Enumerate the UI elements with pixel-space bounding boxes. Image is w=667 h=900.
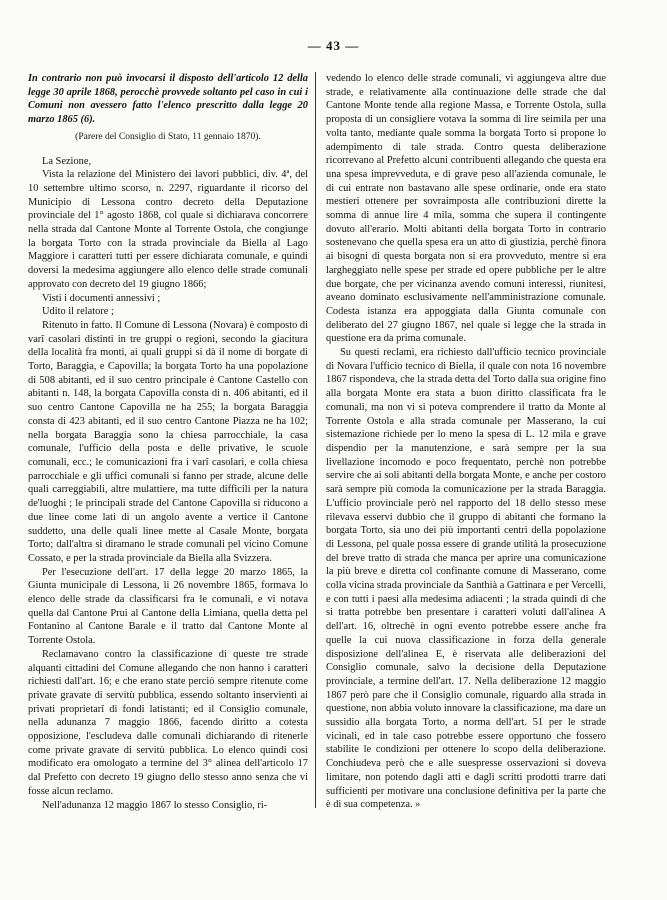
left-column [28, 72, 308, 812]
column-divider [315, 72, 316, 808]
paragraph: Nell'adunanza 12 maggio 1867 lo stesso Consiglio, ri- [42, 799, 268, 811]
page-number: — 43 — [307, 38, 360, 53]
right-column [326, 72, 606, 812]
paragraph: Udito il relatore ; [42, 306, 114, 318]
paragraph: Vista la relazione del Ministero dei lavori pubblici, div. 4ª, del 10 settembre ultimo scorso, n. 2297, riguardante il ricorso del Municipio di Lessona contro decreto della Deputazione provinciale del 1° agosto 1868, col quale si dichiarava concorrere nella strada dal Cantone Monte al Torrente Ostola, che congiunge la borgata Torto con la strada provinciale da Biella al Lago Maggiore i caratteri tutti per essere dichiarata comunale, e quindi doversi la medesima aggiungere allo elenco delle strade comunali approvato con decreto del 19 giugno 1866; [28, 169, 308, 290]
paragraph: Reclamavano contro la classificazione di queste tre strade alquanti cittadini del Comune allegando che non hanno i caratteri richiesti dall'art. 16; e che erano state perciò sempre ritenute come private gravate di servitù pubblica, essendo soltanto inservienti ai privati proprietarî di fondi latistanti; ed il Consiglio comunale, nella adunanza 7 maggio 1866, facendo diritto a cotesta opposizione, l'escludeva dalle comunali dichiarando di ritenerle come private gravate di servitù pubblica. Lo elenco quindi così modificato era omologato a termine del 3° alinea dell'articolo 17 dal Prefetto con decreto 19 giugno dello stesso anno senza che vi fosse alcun reclamo. [28, 648, 308, 797]
massima: In contrario non può invocarsi il disposto dell'articolo 12 della legge 30 aprile 1868, perocchè provvede soltanto pel caso in cui i Comuni non avessero fatto l'elenco prescritto dalla legge 20 marzo 1865 (6). [28, 73, 308, 126]
paragraph: Visti i documenti annessivi ; [42, 292, 161, 304]
source-citation: (Parere del Consiglio di Stato, 11 gennaio 1870). [75, 131, 261, 142]
paragraph: Su questi reclami, era richiesto dall'ufficio tecnico provinciale di Novara l'ufficio tecnico di Biella, il quale con nota 16 novembre 1867 rispondeva, che la strada detta del Torto dalla sua origine fino alla borgata Monte era stata a buon diritto classificata fra le comunali, ma non vi si poteva comprendere il tratto da Monte al Torrente Ostola e alla strada comunale per Masserano, la cui sistemazione richiede per lo meno la spesa di L. 12 mila e grave dispendio per la manutenzione, e sarà sempre per la sua livellazione incomodo e poco frequentato, perchè non potrebbe servire che ai soli abitanti della borgata Monte, e anche per costoro sarà sempre più comoda la comunicazione per la strada Baraggia. L'ufficio provinciale però nel rapporto del 18 dello stesso mese rilevava esservi dubbio che il gruppo di abitanti che formano la borgata Torto, sia uno dei più importanti centri della popolazione di Lessona, pel quale possa essere di grande utilità la prosecuzione del breve tratto di strada che manca per aprire una comunicazione la più breve e diretta col confinante comune di Masserano, come colla vicina strada provinciale da Santhià a Gattinara e per Vercelli, e con tutti i paesi alla medesima adiacenti ; la strada quindi di che si tratta potrebbe ben presentare i caratteri voluti dall'alinea A dell'art. 16, oltrechè in ogni evento potrebbe essere anche fra quelle la cui nuova classificazione in forza della generale disposizione dell'alinea E, è riservata alle deliberazioni del Consiglio comunale, salvo la decisione della Deputazione provinciale, a termine dell'art. 17. Nella deliberazione 12 maggio 1867 però pare che il Consiglio comunale, riguardo alla strada in questione, non abbia voluto innovare la classificazione, ma dare un sussidio alla borgata Torto, a norma dell'art. 51 per le strade vicinali, ed in tale caso potrebbe essere opportuno che fossero stabilite le condizioni per ottenere lo scopo della deliberazione. Conchiudeva però che e alle suespresse osservazioni si doveva limitare, non potendo dagli atti e dagli scritti prodotti trarre dati sufficienti per motivare una conclusione definitiva per la parte che è di sua competenza. » [326, 347, 606, 811]
paragraph: vedendo lo elenco delle strade comunali, vi aggiungeva altre due strade, e relativamente alla continuazione delle strade che dal Cantone Monte tende alla regione Massa, e Torrente Ostola, sulla proposta di un consigliere votava la somma di lire seimila per una volta tanto, mediante quale somma la borgata Torto si propone lo adempimento di tale strada. Contro questa deliberazione ricorrevano al Prefetto alcuni contribuenti allegando che questa era una spesa imprevveduta, e di grave peso all'azienda comunale, le di cui entrate non bastavano alle spese ordinarie, onde era stato mestieri ottenere per sovraimposta alle contribuzioni dirette la somma di annue lire 4 mila, somma che supera il contingente dovuto all'erario. Molti abitanti della borgata Torto in contrario sostenevano che quella spesa era un atto di giustizia, perchè finora ai bisogni di questa borgata non si era provveduto, mentre si era largheggiato nelle spese per strade ed opere pubbliche per le altre due borgate, che per vicinanza avendo comuni interessi, riunitesi, aveano dominato esclusivamente nell'amministrazione comunale. Codesta istanza era appoggiata dalla Giunta comunale con deliberato del 27 giugno 1867, nel quale si legge che la strada in questione era da prima comunale. [326, 73, 606, 345]
paragraph: Ritenuto in fatto. Il Comune di Lessona (Novara) è composto di varî casolari distinti in tre gruppi o regioni, secondo la giacitura della località fra monti, ai quali gruppi si dà il nome di borgate di Torto, Baraggia, e Capovilla; la borgata Torto ha una popolazione di 508 abitanti, ed il suo centro principale è Cantone Castello con abitanti n. 148, la borgata Capovilla consta di n. 406 abitanti, ed il suo centro Cantone Capovilla ne ha 255; la borgata Baraggia consta di 423 abitanti, ed il suo centro Cantone Piazza ne ha 102; nella borgata Baraggia sono la chiesa parrocchiale, la casa comunale, l'ufficio della posta e delle privative, le scuole comunali, ecc.; le comunicazioni fra i varî casolari, e colla chiesa parrocchiale e gli uffici comunali si fanno per strade, alcune delle quali carreggiabili, altre mulattiere, ma tutte difficili per la natura de'luoghi ; le principali strade del Cantone Capovilla si riducono a due linee come lati di un angolo avente a vertice il Cantone suddetto, una delle quali linee mette al Casale Monte, borgata Torto; dall'altra si diramano le strade comunali pel vicino Comune Cossato, e per la strada provinciale da Biella alla Svizzera. [28, 319, 308, 564]
paragraph: Per l'esecuzione dell'art. 17 della legge 20 marzo 1865, la Giunta municipale di Lessona, li 26 novembre 1865, formava lo elenco delle strade da classificarsi fra le comunali, e vi notava quella dal Cantone Prui al Cantone della Limiana, quella detta pel Fontanino al Cantone Barale e il tratto dal Cantone Monte al Torrente Ostola. [28, 566, 308, 647]
paragraph: La Sezione, [42, 155, 92, 167]
